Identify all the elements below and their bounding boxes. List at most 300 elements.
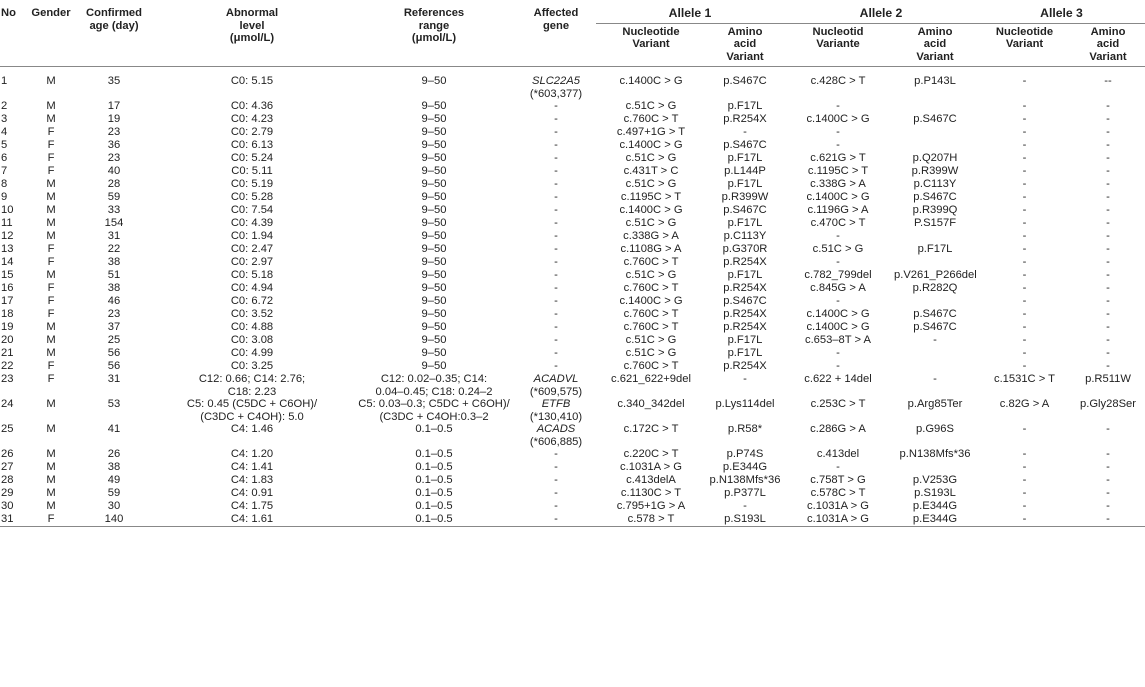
row-a2-amino: p.Q207H xyxy=(912,152,958,164)
row-abnormal-level xyxy=(152,152,352,165)
row-a3-amino: - xyxy=(1106,204,1110,216)
row-a1-nucleotide: c.760C > T xyxy=(623,282,679,294)
row-affected-gene xyxy=(516,461,596,474)
table-row xyxy=(0,139,1145,152)
row-reference-range-line: 9–50 xyxy=(421,256,447,268)
row-a2-amino: p.S193L xyxy=(914,487,956,499)
row-affected-gene xyxy=(516,113,596,126)
row-age: 53 xyxy=(107,398,121,410)
row-no: 14 xyxy=(1,256,14,268)
row-abnormal-level-line: C0: 5.18 xyxy=(230,269,274,281)
row-a3-amino: - xyxy=(1106,295,1110,307)
row-affected-gene-line: - xyxy=(554,204,558,216)
row-abnormal-level xyxy=(152,67,352,101)
row-a2-amino xyxy=(892,256,978,269)
row-no: 7 xyxy=(1,165,8,177)
row-a1-nucleotide: c.1400C > G xyxy=(619,139,683,151)
row-gender: M xyxy=(46,321,56,333)
row-affected-gene-line: - xyxy=(554,113,558,125)
row-abnormal-level xyxy=(152,398,352,423)
header-allele-3: Allele 3 xyxy=(978,0,1145,23)
row-a1-amino: p.Lys114del xyxy=(715,398,775,410)
row-gender: F xyxy=(47,243,55,255)
row-a1-nucleotide: c.1400C > G xyxy=(619,295,683,307)
row-gender: M xyxy=(46,191,56,203)
row-a1-nucleotide: c.1400C > G xyxy=(619,204,683,216)
row-abnormal-level-line: C0: 4.36 xyxy=(230,100,274,112)
row-reference-range-line: 9–50 xyxy=(421,178,447,190)
row-reference-range-line: 0.04–0.45; C18: 0.24–2 xyxy=(375,385,493,398)
row-a3-amino: - xyxy=(1106,165,1110,177)
row-affected-gene-line: ACADS xyxy=(536,423,576,435)
row-a1-amino: p.S467C xyxy=(723,75,767,87)
row-reference-range-line: (C3DC + C4OH:0.3–2 xyxy=(379,410,489,423)
row-affected-gene xyxy=(516,256,596,269)
row-gender: M xyxy=(46,474,56,486)
row-reference-range xyxy=(352,474,516,487)
row-a1-nucleotide: c.1195C > T xyxy=(620,191,682,203)
row-abnormal-level xyxy=(152,230,352,243)
row-gender: M xyxy=(46,178,56,190)
row-a1-amino: p.F17L xyxy=(727,178,763,190)
row-reference-range xyxy=(352,100,516,113)
table-row xyxy=(0,178,1145,191)
row-a1-nucleotide: c.51C > G xyxy=(625,334,677,346)
header-allele-2: Allele 2 xyxy=(784,0,978,23)
row-abnormal-level-line: C0: 5.24 xyxy=(230,152,274,164)
row-a3-nucleotide: - xyxy=(1022,191,1027,203)
header-a3-nucleotide: Nucleotide Variant xyxy=(995,25,1054,50)
row-a2-nucleotide: - xyxy=(836,295,840,307)
row-age: 22 xyxy=(107,243,121,255)
row-reference-range xyxy=(352,165,516,178)
row-gender: M xyxy=(46,217,56,229)
row-reference-range xyxy=(352,126,516,139)
row-reference-range-line: 0.1–0.5 xyxy=(415,423,453,435)
row-a3-amino: - xyxy=(1106,360,1110,372)
table-row xyxy=(0,500,1145,513)
row-reference-range xyxy=(352,334,516,347)
row-affected-gene-line: - xyxy=(554,100,558,112)
header-a1-amino: Amino acid Variant xyxy=(726,25,764,63)
row-affected-gene-line: - xyxy=(554,347,558,359)
row-no: 22 xyxy=(1,360,14,372)
row-reference-range-line: 9–50 xyxy=(421,295,447,307)
table-row xyxy=(0,165,1145,178)
row-a3-amino: - xyxy=(1106,217,1110,229)
row-no: 10 xyxy=(1,204,14,216)
row-affected-gene-line: - xyxy=(554,334,558,346)
table-row xyxy=(0,461,1145,474)
header-a1-nucleotide: Nucleotide Variant xyxy=(622,25,680,50)
row-abnormal-level xyxy=(152,256,352,269)
table-row xyxy=(0,513,1145,527)
row-age: 28 xyxy=(107,178,121,190)
row-age: 23 xyxy=(107,152,121,164)
row-reference-range-line: 0.1–0.5 xyxy=(415,513,453,525)
row-affected-gene-line: - xyxy=(554,461,558,473)
row-age: 30 xyxy=(107,500,121,512)
row-abnormal-level-line: C12: 0.66; C14: 2.76; xyxy=(198,373,306,385)
row-a2-amino xyxy=(892,139,978,152)
row-affected-gene xyxy=(516,448,596,461)
row-a3-amino: - xyxy=(1106,347,1110,359)
row-a3-nucleotide: - xyxy=(1022,152,1027,164)
row-a2-amino xyxy=(892,126,978,139)
row-a2-nucleotide: c.338G > A xyxy=(810,178,866,190)
row-affected-gene-line: - xyxy=(554,487,558,499)
row-a3-nucleotide: - xyxy=(1022,126,1027,138)
row-a1-amino: p.S193L xyxy=(724,513,766,525)
row-a3-nucleotide: - xyxy=(1022,100,1027,112)
table-row xyxy=(0,230,1145,243)
row-a3-nucleotide: - xyxy=(1022,75,1027,87)
row-a1-nucleotide: c.760C > T xyxy=(623,256,679,268)
row-reference-range-line: 9–50 xyxy=(421,230,447,242)
row-age: 25 xyxy=(107,334,121,346)
row-a2-nucleotide: c.286G > A xyxy=(810,423,866,435)
row-a1-nucleotide: c.51C > G xyxy=(625,347,677,359)
row-gender: F xyxy=(47,308,55,320)
row-a2-amino: p.R399Q xyxy=(912,204,958,216)
row-abnormal-level-line: C0: 7.54 xyxy=(230,204,274,216)
row-abnormal-level-line: C0: 5.11 xyxy=(231,165,273,177)
row-reference-range xyxy=(352,139,516,152)
row-a2-amino: p.G96S xyxy=(916,423,954,435)
row-a3-amino: - xyxy=(1106,113,1110,125)
row-reference-range xyxy=(352,487,516,500)
row-a3-nucleotide: - xyxy=(1022,321,1027,333)
row-a3-amino: p.R511W xyxy=(1085,373,1131,385)
row-reference-range-line: 0.1–0.5 xyxy=(415,448,453,460)
header-age: Confirmed age (day) xyxy=(86,7,142,32)
row-a2-nucleotide: - xyxy=(836,461,840,473)
row-no: 19 xyxy=(1,321,14,333)
row-a3-nucleotide: - xyxy=(1022,334,1027,346)
row-abnormal-level xyxy=(152,334,352,347)
row-no: 2 xyxy=(1,100,8,112)
row-abnormal-level-line: C0: 6.72 xyxy=(230,295,274,307)
row-a2-nucleotide: c.845G > A xyxy=(810,282,866,294)
row-a3-amino: - xyxy=(1106,139,1110,151)
row-affected-gene-line: - xyxy=(554,282,558,294)
row-affected-gene xyxy=(516,474,596,487)
row-gender: M xyxy=(46,500,56,512)
table-row xyxy=(0,282,1145,295)
row-a2-amino: p.V253G xyxy=(912,474,958,486)
row-reference-range-line: 9–50 xyxy=(421,204,447,216)
row-affected-gene xyxy=(516,373,596,398)
row-abnormal-level xyxy=(152,243,352,256)
row-gender: F xyxy=(47,513,55,525)
row-reference-range xyxy=(352,204,516,217)
row-gender: M xyxy=(46,204,56,216)
row-a1-amino: p.C113Y xyxy=(723,230,767,242)
row-affected-gene-line: - xyxy=(554,513,558,525)
row-age: 26 xyxy=(107,448,121,460)
row-a2-amino: p.F17L xyxy=(917,243,953,255)
table-row xyxy=(0,204,1145,217)
row-reference-range xyxy=(352,113,516,126)
row-age: 23 xyxy=(107,308,121,320)
row-abnormal-level-line: (C3DC + C4OH): 5.0 xyxy=(200,410,304,423)
row-abnormal-level-line: C0: 4.39 xyxy=(230,217,274,229)
row-reference-range-line: 9–50 xyxy=(421,113,447,125)
row-gender: M xyxy=(46,423,56,435)
row-no: 11 xyxy=(1,217,13,229)
row-reference-range-line: 9–50 xyxy=(421,165,447,177)
row-reference-range xyxy=(352,152,516,165)
row-a2-nucleotide: c.758T > G xyxy=(810,474,866,486)
row-a1-amino: p.F17L xyxy=(727,334,763,346)
row-no: 4 xyxy=(1,126,8,138)
table-row xyxy=(0,423,1145,448)
row-a1-amino: p.S467C xyxy=(723,139,767,151)
row-a1-nucleotide: c.413delA xyxy=(626,474,676,486)
row-reference-range xyxy=(352,243,516,256)
row-no: 30 xyxy=(1,500,14,512)
row-gender: F xyxy=(47,295,55,307)
row-a2-nucleotide: c.1196G > A xyxy=(807,204,869,216)
row-no: 12 xyxy=(1,230,14,242)
row-gender: F xyxy=(47,360,55,372)
row-affected-gene-line: - xyxy=(554,165,558,177)
row-age: 23 xyxy=(107,126,121,138)
row-abnormal-level xyxy=(152,165,352,178)
row-a1-nucleotide: c.760C > T xyxy=(623,113,679,125)
row-a2-nucleotide: c.578C > T xyxy=(810,487,866,499)
row-age: 37 xyxy=(107,321,121,333)
row-affected-gene xyxy=(516,165,596,178)
row-a3-nucleotide: - xyxy=(1022,217,1027,229)
row-a3-nucleotide: - xyxy=(1022,282,1027,294)
row-a3-nucleotide: - xyxy=(1022,513,1027,525)
row-no: 31 xyxy=(1,513,14,525)
row-abnormal-level xyxy=(152,126,352,139)
row-gender: M xyxy=(46,75,56,87)
row-a1-amino: p.G370R xyxy=(722,243,768,255)
row-affected-gene-line: ACADVL xyxy=(533,373,579,385)
row-affected-gene-line: - xyxy=(554,500,558,512)
row-abnormal-level-line: C0: 4.23 xyxy=(230,113,274,125)
row-age: 56 xyxy=(107,360,121,372)
row-a1-amino: p.R254X xyxy=(723,113,767,125)
row-a2-nucleotide: - xyxy=(836,100,840,112)
header-no: No xyxy=(1,7,16,19)
row-age: 35 xyxy=(107,75,121,87)
row-a2-nucleotide: c.253C > T xyxy=(810,398,866,410)
row-reference-range xyxy=(352,448,516,461)
row-affected-gene-line: (*609,575) xyxy=(529,385,583,398)
row-age: 38 xyxy=(107,256,121,268)
row-a1-nucleotide: c.795+1G > A xyxy=(616,500,686,512)
row-abnormal-level-line: C0: 5.19 xyxy=(230,178,274,190)
row-abnormal-level-line: C4: 1.83 xyxy=(230,474,274,486)
row-reference-range xyxy=(352,360,516,373)
row-affected-gene-line: - xyxy=(554,217,558,229)
row-abnormal-level xyxy=(152,347,352,360)
row-no: 5 xyxy=(1,139,8,151)
row-age: 36 xyxy=(107,139,121,151)
row-a3-amino: - xyxy=(1106,100,1110,112)
row-a1-nucleotide: c.172C > T xyxy=(623,423,679,435)
table-row xyxy=(0,126,1145,139)
row-a2-nucleotide: c.622 + 14del xyxy=(804,373,872,385)
header-gender: Gender xyxy=(31,7,71,19)
row-a1-amino: p.R254X xyxy=(723,256,767,268)
row-affected-gene xyxy=(516,321,596,334)
row-no: 13 xyxy=(1,243,14,255)
row-reference-range-line: 9–50 xyxy=(421,139,447,151)
row-abnormal-level xyxy=(152,217,352,230)
row-a2-amino: p.C113Y xyxy=(913,178,957,190)
row-a1-nucleotide: c.340_342del xyxy=(617,398,685,410)
row-a1-nucleotide: c.431T > C xyxy=(623,165,679,177)
row-a2-nucleotide: c.621G > T xyxy=(810,152,866,164)
row-no: 18 xyxy=(1,308,14,320)
row-a3-nucleotide: c.1531C > T xyxy=(993,373,1056,385)
row-a3-amino: - xyxy=(1106,178,1110,190)
row-a2-nucleotide: c.1400C > G xyxy=(806,191,870,203)
row-a2-amino: - xyxy=(933,334,937,346)
row-a1-nucleotide: c.1031A > G xyxy=(620,461,682,473)
row-gender: M xyxy=(46,113,56,125)
table-row xyxy=(0,334,1145,347)
row-reference-range xyxy=(352,321,516,334)
row-reference-range-line: 9–50 xyxy=(421,126,447,138)
row-age: 19 xyxy=(107,113,121,125)
row-a1-amino: p.R254X xyxy=(723,360,767,372)
row-abnormal-level xyxy=(152,461,352,474)
row-a1-nucleotide: c.51C > G xyxy=(625,217,677,229)
row-a3-amino: - xyxy=(1106,191,1110,203)
row-abnormal-level-line: C0: 2.97 xyxy=(230,256,274,268)
row-a3-nucleotide: - xyxy=(1022,448,1027,460)
row-a3-amino: - xyxy=(1106,474,1110,486)
row-gender: M xyxy=(46,334,56,346)
row-abnormal-level-line: C4: 1.75 xyxy=(230,500,274,512)
row-no: 29 xyxy=(1,487,14,499)
row-a2-nucleotide: - xyxy=(836,126,840,138)
row-abnormal-level xyxy=(152,295,352,308)
row-a2-nucleotide: c.1400C > G xyxy=(806,308,870,320)
row-a2-amino xyxy=(892,461,978,474)
row-a2-nucleotide: c.428C > T xyxy=(810,75,866,87)
row-a3-amino: - xyxy=(1106,321,1110,333)
row-a2-nucleotide: - xyxy=(836,139,840,151)
table-body xyxy=(0,67,1145,527)
row-a2-nucleotide: c.1031A > G xyxy=(807,500,869,512)
row-a1-nucleotide: c.621_622+9del xyxy=(611,373,691,385)
row-a3-nucleotide: c.82G > A xyxy=(999,398,1050,410)
row-a1-nucleotide: c.760C > T xyxy=(623,321,679,333)
row-abnormal-level xyxy=(152,513,352,527)
row-a2-nucleotide: c.51C > G xyxy=(812,243,864,255)
row-affected-gene xyxy=(516,513,596,527)
row-a3-amino: - xyxy=(1106,256,1110,268)
row-affected-gene xyxy=(516,398,596,423)
row-a1-nucleotide: c.1130C > T xyxy=(620,487,682,499)
row-age: 49 xyxy=(107,474,121,486)
row-a1-amino: - xyxy=(743,373,747,385)
row-a2-amino: p.S467C xyxy=(913,321,957,333)
header-a2-nucleotide: Nucleotid Variante xyxy=(812,25,864,50)
row-a1-nucleotide: c.1108G > A xyxy=(620,243,682,255)
row-reference-range xyxy=(352,373,516,398)
row-affected-gene-line: - xyxy=(554,295,558,307)
row-affected-gene-line: - xyxy=(554,269,558,281)
row-a1-amino: p.F17L xyxy=(727,347,763,359)
row-gender: F xyxy=(47,282,55,294)
row-abnormal-level xyxy=(152,269,352,282)
row-abnormal-level-line: C0: 4.94 xyxy=(230,282,274,294)
table-row xyxy=(0,67,1145,101)
row-a2-amino: p.S467C xyxy=(913,191,957,203)
row-a1-amino: p.N138Mfs*36 xyxy=(709,474,781,486)
row-age: 31 xyxy=(107,373,121,385)
row-age: 46 xyxy=(107,295,121,307)
row-reference-range xyxy=(352,423,516,448)
row-a3-amino: - xyxy=(1106,230,1110,242)
row-a1-amino: p.R254X xyxy=(723,321,767,333)
row-no: 17 xyxy=(1,295,14,307)
table-row xyxy=(0,398,1145,423)
row-affected-gene xyxy=(516,334,596,347)
row-a3-amino: - xyxy=(1106,243,1110,255)
row-no: 1 xyxy=(1,75,8,87)
row-no: 16 xyxy=(1,282,14,294)
table-row xyxy=(0,243,1145,256)
row-affected-gene xyxy=(516,347,596,360)
row-reference-range xyxy=(352,461,516,474)
header-allele-1: Allele 1 xyxy=(596,0,784,23)
row-a3-nucleotide: - xyxy=(1022,360,1027,372)
row-gender: M xyxy=(46,448,56,460)
row-no: 25 xyxy=(1,423,14,435)
row-reference-range xyxy=(352,269,516,282)
table-row xyxy=(0,256,1145,269)
row-a2-amino: p.R399W xyxy=(911,165,959,177)
row-affected-gene-line: (*603,377) xyxy=(529,87,583,100)
row-abnormal-level-line: C0: 3.25 xyxy=(230,360,274,372)
row-a3-amino: - xyxy=(1106,487,1110,499)
row-affected-gene xyxy=(516,269,596,282)
row-gender: F xyxy=(47,256,55,268)
row-a3-nucleotide: - xyxy=(1022,308,1027,320)
row-affected-gene-line: ETFB xyxy=(541,398,571,410)
row-a1-amino: p.F17L xyxy=(727,152,763,164)
row-a1-amino: - xyxy=(743,126,747,138)
row-no: 21 xyxy=(1,347,14,359)
row-a1-nucleotide: c.578 > T xyxy=(627,513,675,525)
row-no: 23 xyxy=(1,373,14,385)
row-reference-range-line: 9–50 xyxy=(421,334,447,346)
row-affected-gene xyxy=(516,191,596,204)
row-affected-gene-line: SLC22A5 xyxy=(532,75,580,87)
row-abnormal-level-line: C4: 1.41 xyxy=(230,461,274,473)
table-row xyxy=(0,487,1145,500)
row-a3-amino: - xyxy=(1106,126,1110,138)
row-a2-amino xyxy=(892,230,978,243)
row-a2-amino: p.V261_P266del xyxy=(894,269,977,281)
row-a1-amino: p.P74S xyxy=(726,448,764,460)
row-reference-range-line: 0.1–0.5 xyxy=(415,487,453,499)
row-gender: M xyxy=(46,398,56,410)
table-header xyxy=(0,0,1145,67)
row-reference-range xyxy=(352,256,516,269)
table-row xyxy=(0,113,1145,126)
row-affected-gene-line: (*606,885) xyxy=(529,435,583,448)
